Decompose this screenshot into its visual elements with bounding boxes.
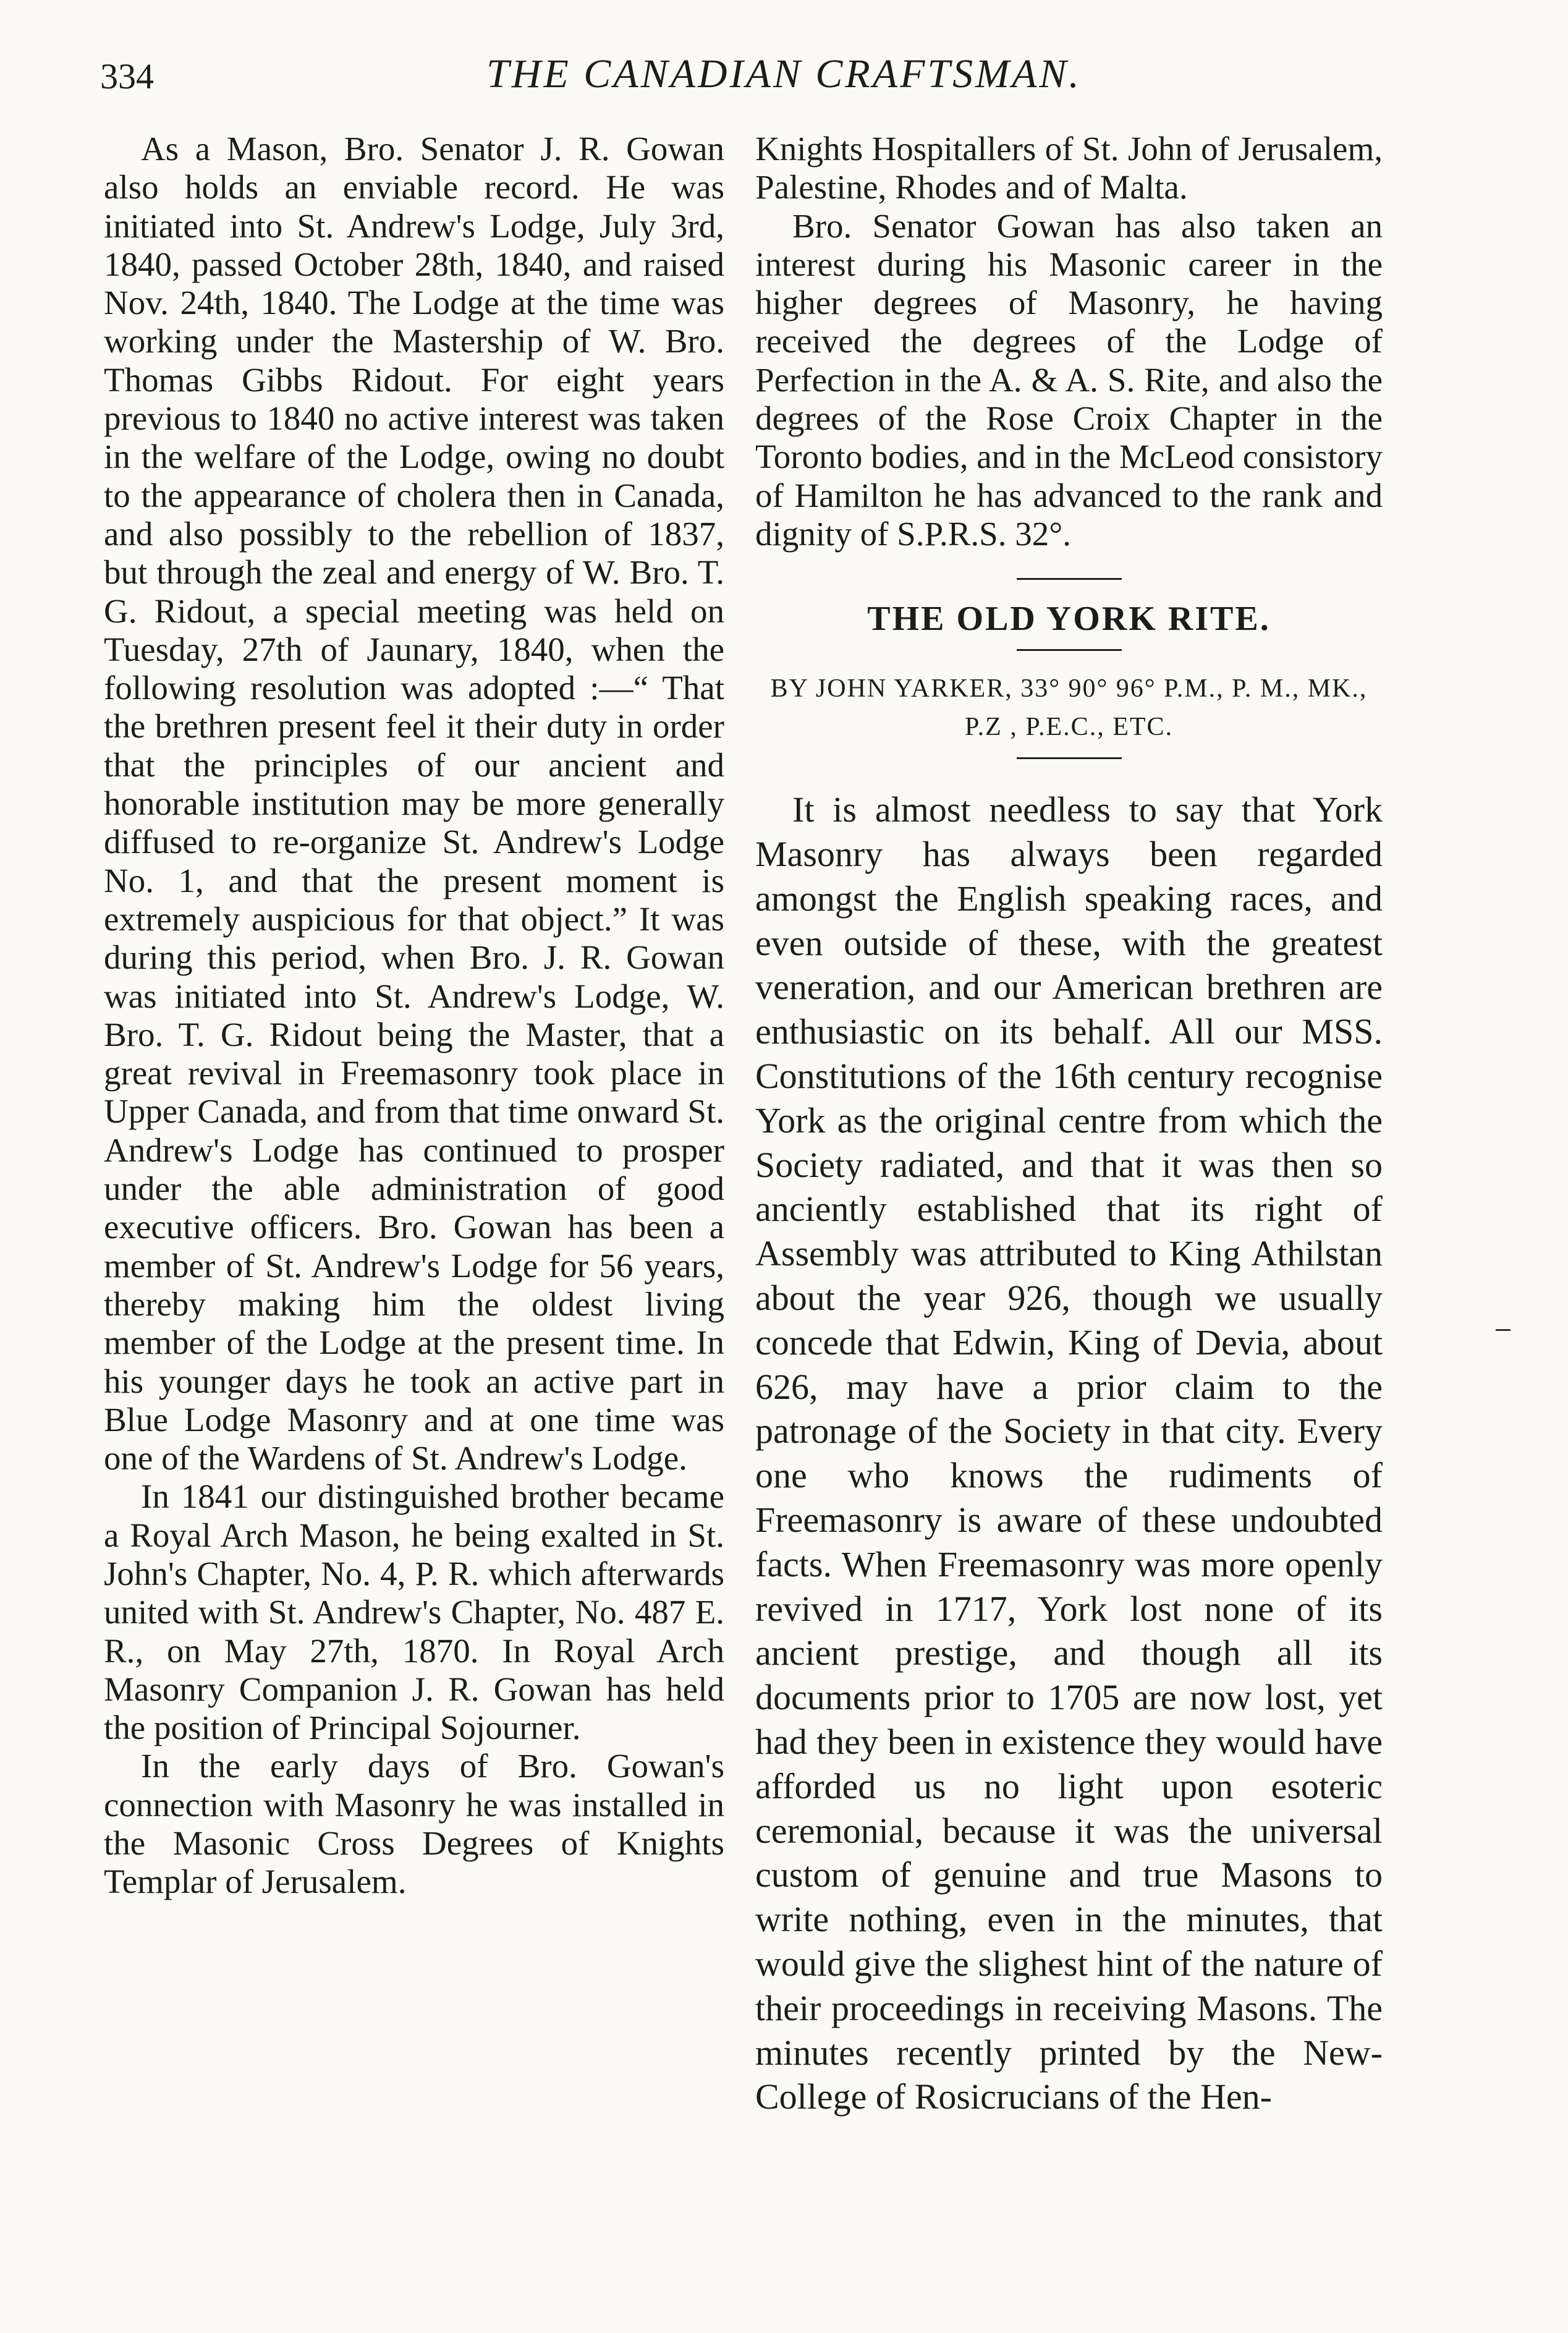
paragraph-knights-templar: In the early days of Bro. Gowan's connection with Masonry he was installed in the Masonic Cross Degrees of Knights Templar of Jerusalem. [104, 1747, 724, 1901]
page-header [0, 45, 1568, 119]
paragraph-higher-degrees: Bro. Senator Gowan has also taken an interest during his Masonic career in the higher degrees of Masonry, he having received the degrees of the Lodge of Perfection in the A. & A. S. Rite, and also the degrees of the Rose Croix Chapter in the Toronto bodies, and in the McLeod consistory of Hamilton he has advanced to the rank and dignity of S.P.R.S. 32°. [755, 206, 1383, 553]
section-divider [1017, 578, 1122, 580]
left-column [104, 130, 724, 1902]
paragraph-royal-arch: In 1841 our distinguished brother became a Royal Arch Mason, he being exalted in St. John's Chapter, No. 4, P. R. which afterwards united with St. Andrew's Chapter, No. 487 E. R., on May 27th, 1870. In Royal Arch Masonry Companion J. R. Gowan has held the position of Principal Sojourner. [104, 1477, 724, 1747]
article-title: THE OLD YORK RITE. [867, 600, 1271, 639]
title-divider [1017, 649, 1122, 651]
paragraph-knights-hospitallers: Knights Hospitallers of St. John of Jerusalem, Palestine, Rhodes and of Malta. [755, 130, 1383, 206]
paragraph-gowan-mason-record: As a Mason, Bro. Senator J. R. Gowan also holds an enviable record. He was initiated into St. Andrew's Lodge, July 3rd, 1840, passed October 28th, 1840, and raised Nov. 24th, 1840. The Lodge at the time was working under the Mastership of W. Bro. Thomas Gibbs Ridout. For eight years previous to 1840 no active interest was taken in the welfare of the Lodge, owing no doubt to the appearance of cholera then in Canada, and also possibly to the rebellion of 1837, but through the zeal and energy of W. Bro. T. G. Ridout, a special meeting was held on Tuesday, 27th of Jaunary, 1840, when the following resolution was adopted :—“ That the brethren present feel it their duty in order that the principles of our ancient and honorable institution may be more generally diffused to re-organize St. Andrew's Lodge No. 1, and that the present moment is extremely auspicious for that object.” It was during this period, when Bro. J. R. Gowan was initiated into St. Andrew's Lodge, W. Bro. T. G. Ridout being the Master, that a great revival in Freemasonry took place in Upper Canada, and from that time onward St. Andrew's Lodge has continued to prosper under the able administration of good executive officers. Bro. Gowan has been a member of St. Andrew's Lodge for 56 years, thereby making him the oldest living member of the Lodge at the present time. In his younger days he took an active part in Blue Lodge Masonry and at one time was one of the Wardens of St. Andrew's Lodge. [104, 130, 724, 1477]
page-number: 334 [100, 56, 154, 96]
byline-divider [1017, 757, 1122, 759]
article-byline: BY JOHN YARKER, 33° 90° 96° P.M., P. M., MK., P.Z , P.E.C., ETC. [770, 674, 1368, 742]
paragraph-york-masonry: It is almost needless to say that York Masonry has always been regarded amongst the English speaking races, and even outside of these, with the greatest veneration, and our American brethren are enthusiastic on its behalf. All our MSS. Constitutions of the 16th century recognise York as the original centre from which the Society radiated, and that it was then so anciently established that its right of Assembly was attributed to King Athilstan about the year 926, though we usually concede that Edwin, King of Devia, about 626, may have a prior claim to the patronage of the Society in that city. Every one who knows the rudiments of Freemasonry is aware of these undoubted facts. When Freemasonry was more openly revived in 1717, York lost none of its ancient prestige, and though all its documents prior to 1705 are now lost, yet had they been in existence they would have afforded us no light upon esoteric ceremonial, because it was the universal custom of genuine and true Masons to write nothing, even in the minutes, that would give the slighest hint of the nature of their proceedings in receiving Masons. The minutes recently printed by the New-College of Rosicrucians of the Hen- [755, 789, 1383, 2117]
right-column [755, 130, 1383, 2119]
margin-mark [1496, 1329, 1511, 1331]
running-title: THE CANADIAN CRAFTSMAN. [486, 51, 1082, 96]
